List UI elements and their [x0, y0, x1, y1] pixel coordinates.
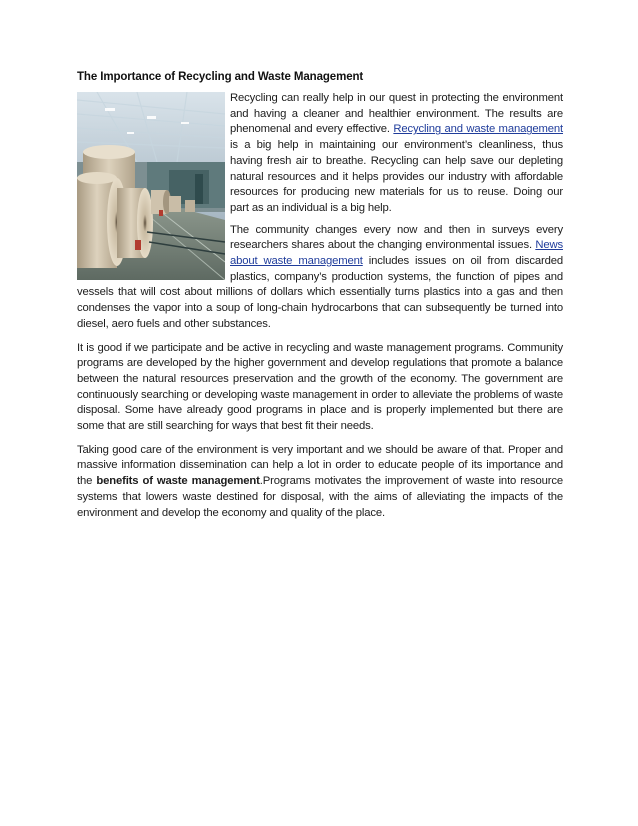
- paragraph-environment-care-text-continued: .Programs motivates the improvement of waste into resource systems that lowers waste destined for disposal, with the aims of alleviating the impacts of the environment and develop the economy and quality of the place.: [77, 475, 563, 519]
- paragraph-community-text: The community changes every now and then in surveys every researchers shares about the changing environmental issues.: [230, 223, 563, 252]
- paragraph-intro-text: Recycling can really help in our quest in protecting the environment and having a cleaner and healthier environment. The results are phenomenal and every effective.: [230, 92, 563, 136]
- paragraph-environment-care: [77, 443, 563, 522]
- paper-mill-factory-photo: [77, 92, 225, 280]
- benefits-bold-text: benefits of waste management: [96, 475, 260, 488]
- paragraph-environment-care-text: Taking good care of the environment is very important and we should be aware of that. Proper and massive information dissemination can help a lot in order to educate people of its importance and the: [77, 443, 563, 488]
- document-page: [77, 70, 563, 521]
- paragraph-participation: It is good if we participate and be active in recycling and waste management programs. Community programs are developed by the higher government and develop regulations that promote a balance between the natural resources preservation and the growth of the economy. The government are continuously searching or developing waste management in order to alleviate the problems of waste disposal. Some have already good programs in place and is properly implemented but there are some that are still searching for ways that best fit their needs.: [77, 341, 563, 433]
- paragraph-community-text-continued: includes issues on oil from discarded plastics, company’s production systems, the function of pipes and vessels that will cost about millions of dollars which essentially turns plastics into a gas and then condenses the vapor into a soup of long-chain hydrocarbons that can subsequently be turned into diesel, aero fuels and other substances.: [77, 255, 563, 330]
- waste-management-news-link[interactable]: News about waste management: [230, 239, 563, 268]
- recycling-waste-management-link[interactable]: Recycling and waste management: [393, 123, 563, 136]
- article-title: The Importance of Recycling and Waste Management: [77, 71, 364, 83]
- paragraph-intro-text-continued: is a big help in maintaining our environment’s cleanliness, thus having fresh air to breathe. Recycling can help save our depleting natural resources and it helps provides our industry with affordable resources for producing new materials for us to reuse. Doing our part as an individual is a big help.: [230, 139, 563, 214]
